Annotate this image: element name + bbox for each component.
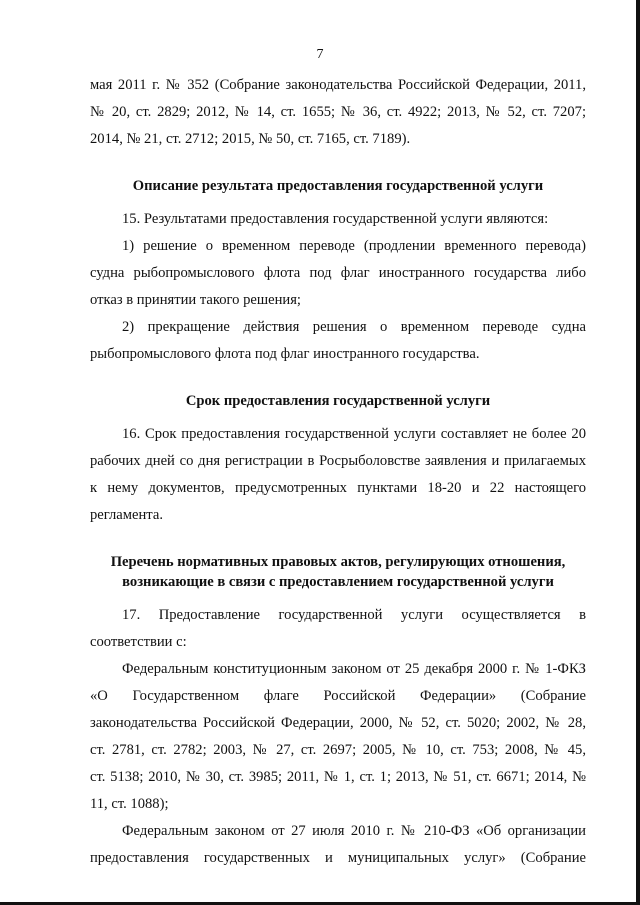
p16-line-1: 16. Срок предоставления государственной услуги составляет не более 20 [122,426,586,442]
law1-line-4: ст. 2781, ст. 2782; 2003, № 27, ст. 2697; 2005, № 10, ст. 753; 2008, № 45, [90,742,586,758]
scan-edge-right [636,0,640,905]
law1-line-2: «О Государственном флаге Российской Федерации» (Собрание [90,688,586,704]
item1-line-3: отказ в принятии такого решения; [90,292,301,308]
intro-line-3: 2014, № 21, ст. 2712; 2015, № 50, ст. 7165, ст. 7189). [90,131,411,147]
intro-line-1: мая 2011 г. № 352 (Собрание законодательства Российской Федерации, 2011, [90,77,586,93]
item1-line-1: 1) решение о временном переводе (продлении временного перевода) [122,238,586,254]
document-body [90,72,586,872]
item2-line-1: 2) прекращение действия решения о временном переводе судна [122,319,586,335]
heading-acts-line-1: Перечень нормативных правовых актов, регулирующих отношения, [110,554,566,570]
law1-line-3: законодательства Российской Федерации, 2000, № 52, ст. 5020; 2002, № 28, [90,715,586,731]
heading-result: Описание результата предоставления государственной услуги [132,178,544,194]
page-number: 7 [316,47,324,62]
law1-line-1: Федеральным конституционным законом от 25 декабря 2000 г. № 1-ФКЗ [122,661,586,677]
p16-line-4: регламента. [90,507,163,523]
law2-line-1: Федеральным законом от 27 июля 2010 г. № 210-ФЗ «Об организации [122,823,586,839]
heading-acts-line-2: возникающие в связи с предоставлением государственной услуги [122,574,554,590]
law2-line-2: предоставления государственных и муниципальных услуг» (Собрание [90,850,586,866]
law1-line-5: ст. 5138; 2010, № 30, ст. 3985; 2011, № 1, ст. 1; 2013, № 51, ст. 6671; 2014, № [90,769,586,785]
p16-line-2: рабочих дней со дня регистрации в Росрыболовстве заявления и прилагаемых [90,453,586,469]
item1-line-2: судна рыбопромыслового флота под флаг иностранного государства либо [90,265,586,281]
law1-line-6: 11, ст. 1088); [90,796,169,812]
p16-line-3: к нему документов, предусмотренных пунктами 18-20 и 22 настоящего [90,480,586,496]
item2-line-2: рыбопромыслового флота под флаг иностранного государства. [90,346,480,362]
paragraph-15: 15. Результатами предоставления государственной услуги являются: [122,211,549,227]
p17-line-1: 17. Предоставление государственной услуги осуществляется в [122,607,586,623]
p17-line-2: соответствии с: [90,634,187,650]
heading-term: Срок предоставления государственной услуги [185,393,491,409]
intro-line-2: № 20, ст. 2829; 2012, № 14, ст. 1655; № 36, ст. 4922; 2013, № 52, ст. 7207; [90,104,586,120]
